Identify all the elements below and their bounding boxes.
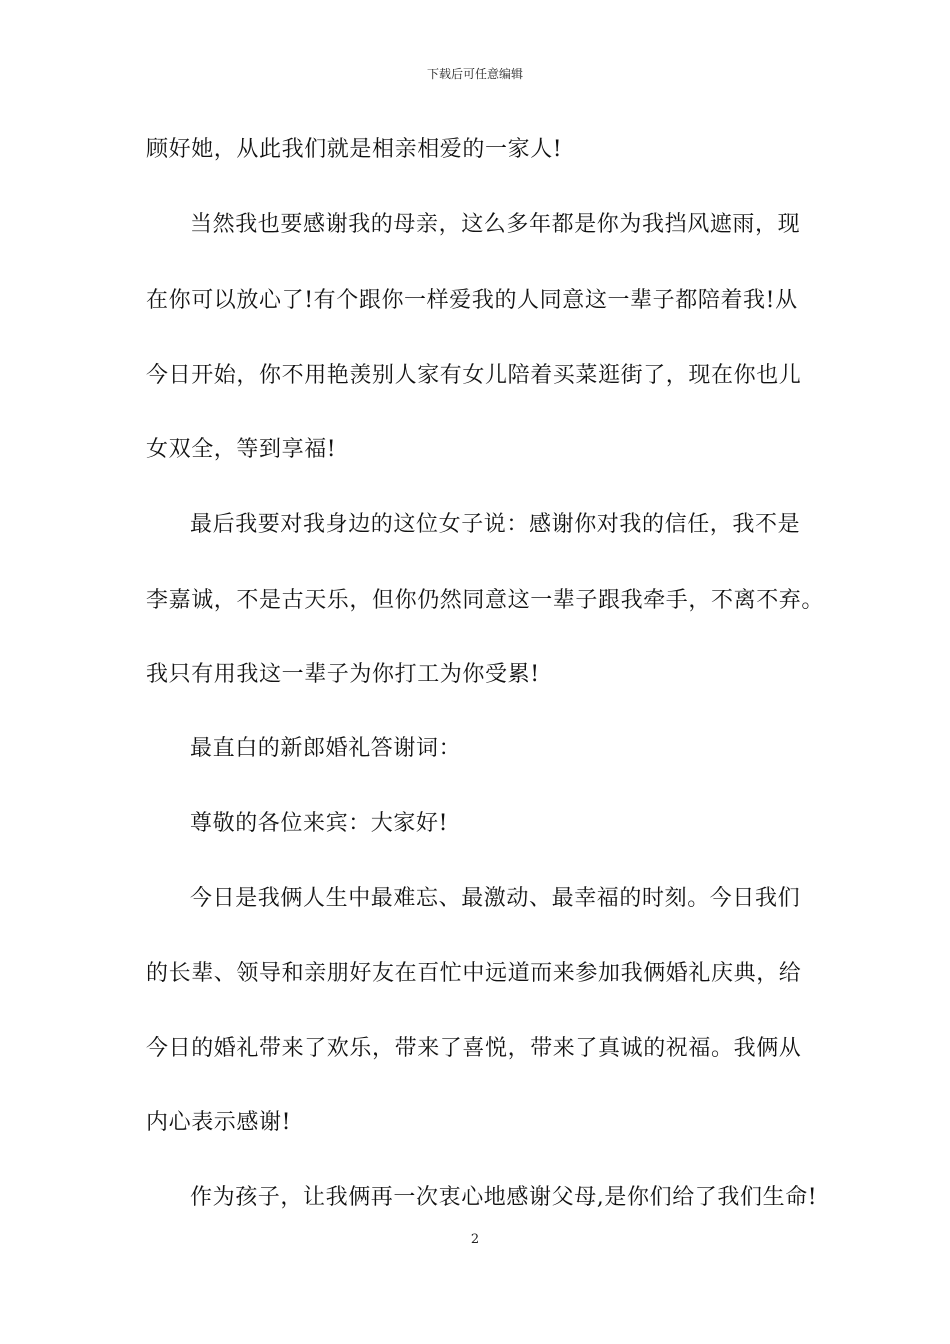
body-line-5: 女双全，等到享福! <box>146 437 337 462</box>
body-line-12: 的长辈、领导和亲朋好友在百忙中远道而来参加我俩婚礼庆典，给 <box>146 961 802 986</box>
body-line-9: 最直白的新郎婚礼答谢词： <box>190 736 462 761</box>
body-line-6: 最后我要对我身边的这位女子说：感谢你对我的信任，我不是 <box>190 512 801 537</box>
page-number: 2 <box>470 1232 480 1247</box>
body-line-4: 今日开始，你不用艳羡别人家有女儿陪着买菜逛街了，现在你也儿 <box>146 363 802 388</box>
body-line-8: 我只有用我这一辈子为你打工为你受累! <box>146 662 540 687</box>
body-line-13: 今日的婚礼带来了欢乐，带来了喜悦，带来了真诚的祝福。我俩从 <box>146 1036 802 1061</box>
body-line-7: 李嘉诚，不是古天乐，但你仍然同意这一辈子跟我牵手，不离不弃。 <box>146 588 825 613</box>
body-line-1: 顾好她，从此我们就是相亲相爱的一家人! <box>146 137 563 162</box>
body-line-15: 作为孩子，让我俩再一次衷心地感谢父母,是你们给了我们生命! <box>190 1185 818 1210</box>
body-line-2: 当然我也要感谢我的母亲，这么多年都是你为我挡风遮雨，现 <box>190 212 801 237</box>
body-line-10: 尊敬的各位来宾：大家好! <box>190 811 449 836</box>
page-header: 下载后可任意编辑 <box>426 67 523 81</box>
body-line-11: 今日是我俩人生中最难忘、最激动、最幸福的时刻。今日我们 <box>190 886 801 911</box>
body-line-14: 内心表示感谢! <box>146 1110 292 1135</box>
body-line-3: 在你可以放心了!有个跟你一样爱我的人同意这一辈子都陪着我!从 <box>146 288 798 313</box>
